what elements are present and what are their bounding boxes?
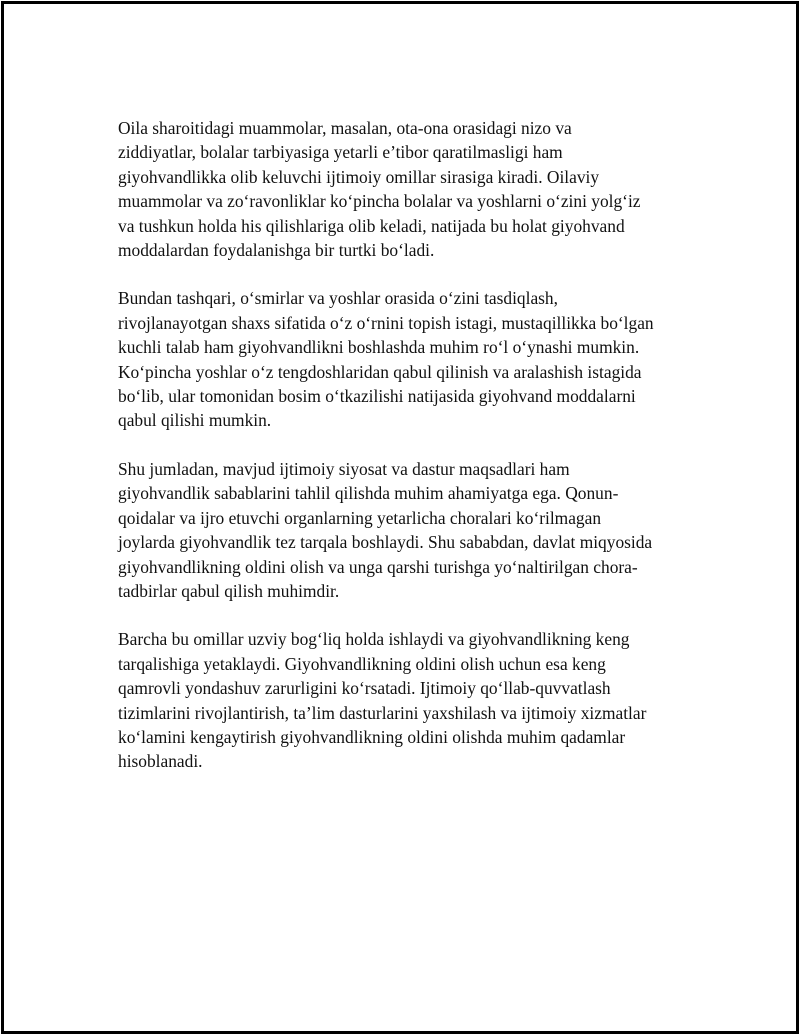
text-line: Bundan tashqari, o‘smirlar va yoshlar orasida o‘zini tasdiqlash, <box>118 288 558 309</box>
paragraph-peer-pressure <box>118 286 678 432</box>
text-line: ziddiyatlar, bolalar tarbiyasiga yetarli e’tibor qaratilmasligi ham <box>118 142 563 163</box>
text-line: rivojlanayotgan shaxs sifatida o‘z o‘rnini topish istagi, mustaqillikka bo‘lgan <box>118 312 654 333</box>
text-line: giyohvandlikka olib keluvchi ijtimoiy omillar sirasiga kiradi. Oilaviy <box>118 166 600 187</box>
paragraph-conclusion <box>118 627 678 773</box>
text-line: muammolar va zo‘ravonliklar ko‘pincha bolalar va yoshlarni o‘zini yolg‘iz <box>118 191 641 212</box>
text-line: bo‘lib, ular tomonidan bosim o‘tkazilishi natijasida giyohvand moddalarni <box>118 386 636 407</box>
text-line: giyohvandlik sabablarini tahlil qilishda muhim ahamiyatga ega. Qonun- <box>118 483 619 504</box>
text-line: tadbirlar qabul qilish muhimdir. <box>118 580 340 601</box>
document-body <box>118 116 678 798</box>
text-line: ko‘lamini kengaytirish giyohvandlikning oldini olishda muhim qadamlar <box>118 726 626 747</box>
paragraph-social-policy <box>118 457 678 603</box>
text-line: qabul qilishi mumkin. <box>118 410 272 431</box>
text-line: Ko‘pincha yoshlar o‘z tengdoshlaridan qabul qilinish va aralashish istagida <box>118 361 642 382</box>
text-line: giyohvandlikning oldini olish va unga qarshi turishga yo‘naltirilgan chora- <box>118 556 638 577</box>
text-line: Oila sharoitidagi muammolar, masalan, ota-ona orasidagi nizo va <box>118 118 572 138</box>
paragraph-family-problems <box>118 116 678 262</box>
text-line: Shu jumladan, mavjud ijtimoiy siyosat va dastur maqsadlari ham <box>118 458 570 479</box>
text-line: tarqalishiga yetaklaydi. Giyohvandlikning oldini olish uchun esa keng <box>118 653 606 674</box>
text-line: moddalardan foydalanishga bir turtki bo‘ladi. <box>118 240 435 261</box>
text-line: tizimlarini rivojlantirish, ta’lim dasturlarini yaxshilash va ijtimoiy xizmatlar <box>118 702 647 723</box>
text-line: va tushkun holda his qilishlariga olib keladi, natijada bu holat giyohvand <box>118 215 625 236</box>
text-line: kuchli talab ham giyohvandlikni boshlashda muhim ro‘l o‘ynashi mumkin. <box>118 337 640 358</box>
text-line: Barcha bu omillar uzviy bog‘liq holda ishlaydi va giyohvandlikning keng <box>118 629 630 650</box>
text-line: joylarda giyohvandlik tez tarqala boshlaydi. Shu sababdan, davlat miqyosida <box>118 532 653 553</box>
text-line: hisoblanadi. <box>118 751 203 772</box>
text-line: qoidalar va ijro etuvchi organlarning yetarlicha choralari ko‘rilmagan <box>118 507 602 528</box>
text-line: qamrovli yondashuv zarurligini ko‘rsatadi. Ijtimoiy qo‘llab-quvvatlash <box>118 678 611 699</box>
